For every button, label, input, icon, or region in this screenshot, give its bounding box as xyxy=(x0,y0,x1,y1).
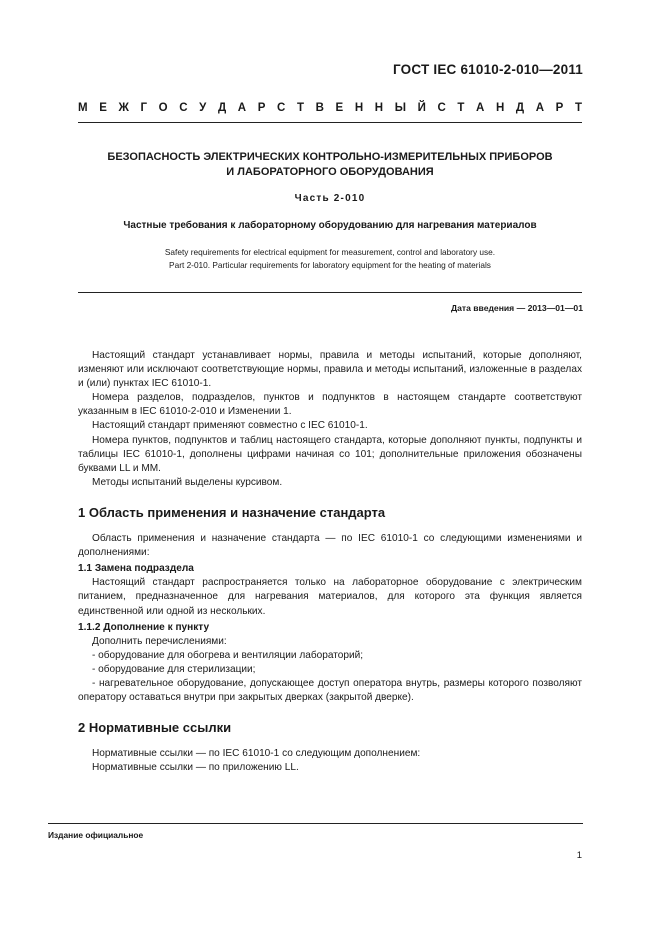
english-title xyxy=(60,246,600,272)
top-divider xyxy=(78,122,582,123)
list-item: - оборудование для стерилизации; xyxy=(92,663,256,675)
document-body xyxy=(78,349,582,775)
subsection-paragraph: Дополнить перечислениями: xyxy=(92,635,227,647)
middle-divider xyxy=(78,292,582,293)
intro-paragraph: Методы испытаний выделены курсивом. xyxy=(92,476,283,488)
part-number: Часть 2-010 xyxy=(294,193,366,204)
document-code: ГОСТ IEC 61010-2-010—2011 xyxy=(393,62,583,77)
interstate-standard-label: М Е Ж Г О С У Д А Р С Т В Е Н Н Ы Й С Т А Н Д А Р Т xyxy=(78,102,582,114)
subsection-heading: 1.1 Замена подраздела xyxy=(78,563,194,575)
footer-divider xyxy=(48,823,583,824)
english-title-line-1: Safety requirements for electrical equipment for measurement, control and laboratory use. xyxy=(164,247,496,257)
subsection-heading: 1.1.2 Дополнение к пункту xyxy=(78,621,210,633)
title-line-1: БЕЗОПАСНОСТЬ ЭЛЕКТРИЧЕСКИХ КОНТРОЛЬНО-ИЗМЕРИТЕЛЬНЫХ ПРИБОРОВ xyxy=(107,151,553,163)
subsection-paragraph: Настоящий стандарт распространяется только на лабораторное оборудование с электрическим питанием, предназначенное для нагревания материалов, для которого эта функция является единственной или одной из нескольких. xyxy=(78,577,582,617)
document-title xyxy=(60,150,600,180)
section-paragraph: Нормативные ссылки — по IEC 61010-1 со следующим дополнением: xyxy=(92,748,421,760)
page-number: 1 xyxy=(576,850,582,861)
section-paragraph: Нормативные ссылки — по приложению LL. xyxy=(92,762,299,774)
introduction-date: Дата введения — 2013—01—01 xyxy=(450,303,583,313)
section-heading: 1 Область применения и назначение стандарта xyxy=(78,504,386,520)
intro-paragraph: Номера разделов, подразделов, пунктов и подпунктов в настоящем стандарте соответствуют указанным в IEC 61010-2-010 и Изменении 1. xyxy=(78,392,582,418)
official-edition-label: Издание официальное xyxy=(48,830,144,840)
english-title-line-2: Part 2-010. Particular requirements for laboratory equipment for the heating of materials xyxy=(169,260,491,270)
list-item: - оборудование для обогрева и вентиляции лабораторий; xyxy=(92,649,364,661)
document-subtitle: Частные требования к лабораторному оборудованию для нагревания материалов xyxy=(123,220,537,231)
intro-paragraph: Номера пунктов, подпунктов и таблиц настоящего стандарта, которые дополняют пункты, подпункты и таблицы IEC 61010-1, дополнены цифрами начиная со 101; дополнительные приложения обозначены буквами LL и MM. xyxy=(78,434,582,474)
section-paragraph: Область применения и назначение стандарта — по IEC 61010-1 со следующими изменениями и дополнениями: xyxy=(78,533,582,559)
title-line-2: И ЛАБОРАТОРНОГО ОБОРУДОВАНИЯ xyxy=(226,166,434,178)
section-heading: 2 Нормативные ссылки xyxy=(78,720,232,736)
list-item: - нагревательное оборудование, допускающее доступ оператора внутрь, размеры которого позволяют оператору оставаться внутри при закрытых дверках (закрытой дверке). xyxy=(78,677,582,704)
intro-paragraph: Настоящий стандарт устанавливает нормы, правила и методы испытаний, которые дополняют, изменяют или исключают соответствующие нормы, правила и методы испытаний, изложенные в разделах и (или) пунктах IEC 61010-1. xyxy=(78,350,582,390)
intro-paragraph: Настоящий стандарт применяют совместно с IEC 61010-1. xyxy=(92,420,368,432)
